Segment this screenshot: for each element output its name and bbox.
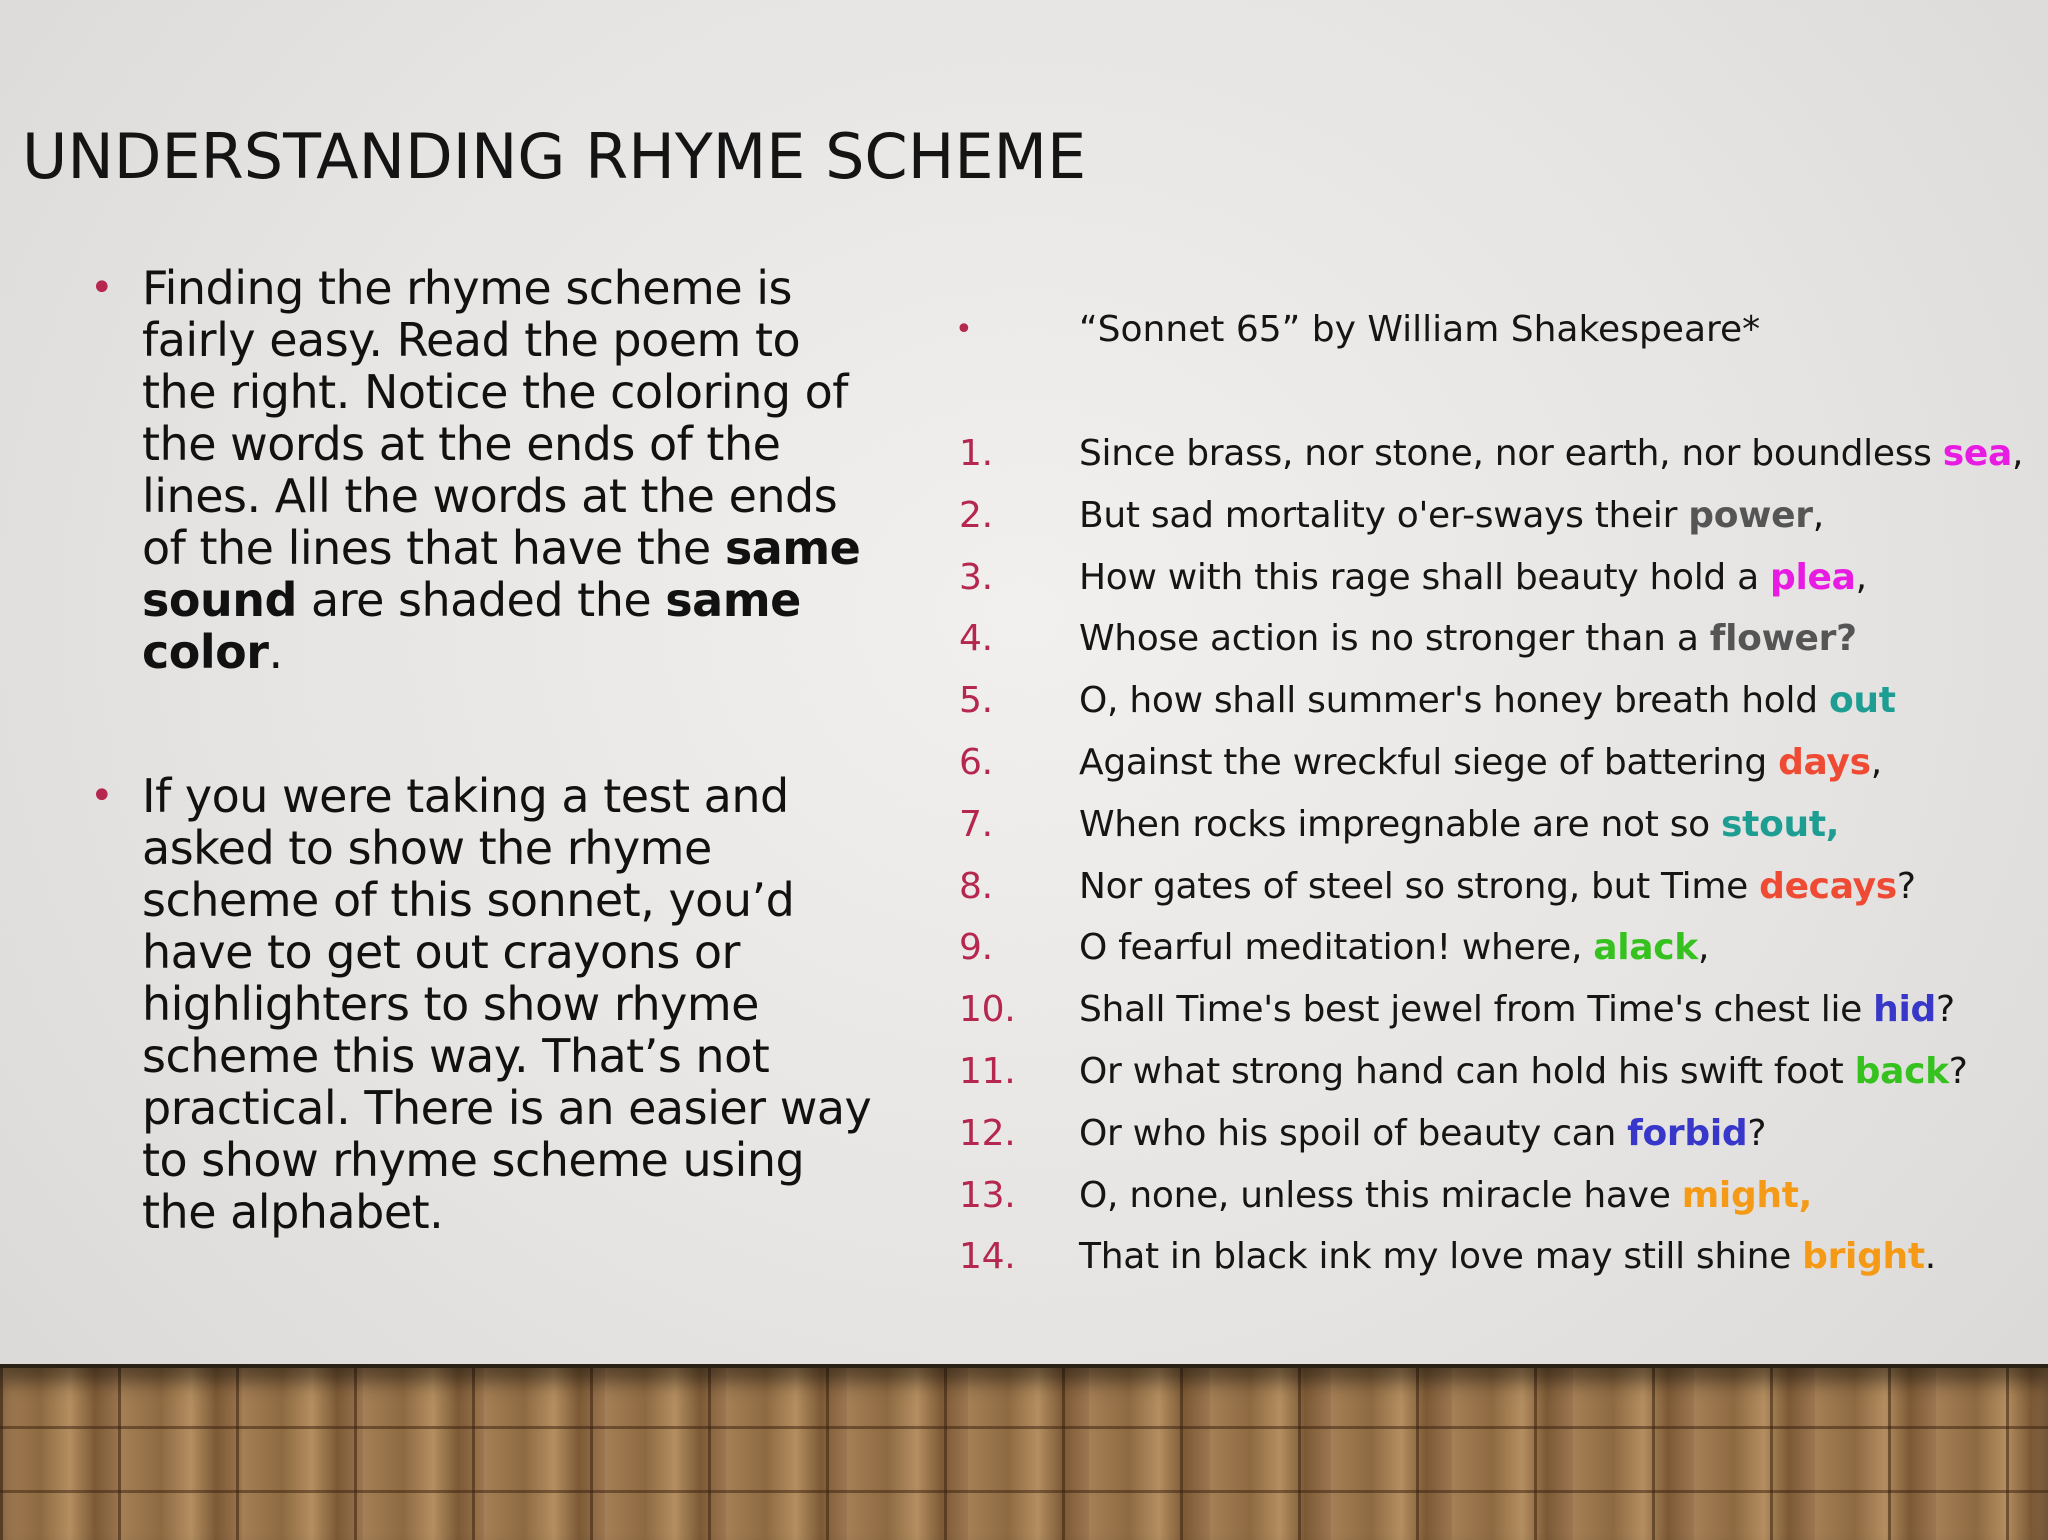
line-number: 10. xyxy=(959,989,1016,1031)
line-number: 5. xyxy=(959,680,993,722)
line-punctuation: ? xyxy=(1896,865,1916,907)
bullet-1-text-end: . xyxy=(268,625,283,679)
line-punctuation: ? xyxy=(1747,1112,1767,1154)
line-number: 13. xyxy=(959,1174,1016,1216)
line-text xyxy=(1079,1110,1766,1158)
line-body: Nor gates of steel so strong, but Time xyxy=(1079,865,1760,907)
bullet-1-text-start: Finding the rhyme scheme is fairly easy. Read the poem to the right. Notice the coloring of the words at the ends of the lines. All the words at the ends of the lines that have the xyxy=(142,261,849,575)
line-number: 8. xyxy=(959,865,993,907)
line-body: Whose action is no stronger than a xyxy=(1079,618,1710,660)
bold-same-color: same color xyxy=(142,573,801,679)
rhyme-word: decays xyxy=(1759,865,1897,907)
rhyme-word: might, xyxy=(1681,1174,1813,1216)
line-number: 9. xyxy=(959,927,993,969)
line-text xyxy=(1079,1233,1936,1281)
line-number: 2. xyxy=(959,494,993,536)
bullet-dot-icon: • xyxy=(90,265,114,311)
explanation-bullet-1 xyxy=(90,262,880,678)
bullet-dot-icon: • xyxy=(955,312,973,347)
line-body: O, none, unless this miracle have xyxy=(1079,1174,1682,1216)
bullet-2-text: If you were taking a test and asked to show the rhyme scheme of this sonnet, you’d have to get out crayons or highlighters to show rhyme scheme this way. That’s not practical. There is an easier way to show rhyme scheme using the alphabet. xyxy=(142,769,872,1239)
rhyme-word: out xyxy=(1828,680,1896,722)
rhyme-word: stout, xyxy=(1721,803,1840,845)
line-number: 11. xyxy=(959,1050,1016,1092)
bold-same-sound: same sound xyxy=(142,521,861,627)
line-body: Or who his spoil of beauty can xyxy=(1079,1112,1628,1154)
line-text xyxy=(1079,1048,1968,1096)
rhyme-word: back xyxy=(1854,1050,1949,1092)
line-punctuation: ? xyxy=(1936,989,1955,1031)
floor-seam xyxy=(0,1490,2048,1493)
line-text xyxy=(1079,924,1709,972)
line-number: 3. xyxy=(959,556,993,598)
line-text xyxy=(1079,615,1857,663)
line-text xyxy=(1079,1172,1812,1220)
line-number: 12. xyxy=(959,1112,1016,1154)
line-body: O, how shall summer's honey breath hold xyxy=(1079,680,1829,722)
line-punctuation: , xyxy=(2012,433,2024,474)
line-body: But sad mortality o'er-sways their xyxy=(1079,494,1689,536)
line-punctuation: ? xyxy=(1948,1050,1968,1092)
line-body: When rocks impregnable are not so xyxy=(1079,803,1722,845)
line-text xyxy=(1079,554,1867,602)
line-text xyxy=(1079,492,1824,540)
rhyme-word: flower? xyxy=(1709,618,1857,660)
explanation-bullet-2 xyxy=(90,770,880,1238)
line-punctuation: , xyxy=(1870,741,1882,783)
rhyme-word: sea xyxy=(1942,433,2013,474)
bullet-dot-icon: • xyxy=(90,773,114,819)
line-number: 14. xyxy=(959,1236,1016,1278)
line-body: Shall Time's best jewel from Time's chest lie xyxy=(1079,989,1874,1031)
line-text xyxy=(1079,430,2023,478)
line-body: That in black ink my love may still shine xyxy=(1079,1236,1803,1278)
line-body: How with this rage shall beauty hold a xyxy=(1079,556,1771,598)
line-text xyxy=(1079,801,1839,849)
rhyme-word: forbid xyxy=(1627,1112,1748,1154)
poem-title: “Sonnet 65” by William Shakespeare* xyxy=(1079,309,1761,350)
floor-seam xyxy=(0,1426,2048,1429)
line-body: Against the wreckful siege of battering xyxy=(1079,741,1779,783)
line-punctuation: , xyxy=(1812,494,1824,536)
slide-title: UNDERSTANDING RHYME SCHEME xyxy=(22,120,1087,193)
line-body: O fearful meditation! where, xyxy=(1079,927,1594,969)
line-number: 6. xyxy=(959,741,993,783)
line-body: Since brass, nor stone, nor earth, nor boundless xyxy=(1079,433,1943,474)
rhyme-word: power xyxy=(1688,494,1813,536)
line-text xyxy=(1079,986,1955,1034)
line-number: 7. xyxy=(959,803,993,845)
rhyme-word: days xyxy=(1778,741,1871,783)
line-number: 1. xyxy=(959,433,993,474)
line-text xyxy=(1079,739,1882,787)
rhyme-word: plea xyxy=(1770,556,1856,598)
explanation-column xyxy=(90,262,880,1238)
line-number: 4. xyxy=(959,618,993,660)
line-body: Or what strong hand can hold his swift foot xyxy=(1079,1050,1855,1092)
rhyme-word: hid xyxy=(1873,989,1937,1031)
line-punctuation: , xyxy=(1697,927,1710,969)
wood-floor-image xyxy=(0,1364,2048,1540)
line-punctuation: . xyxy=(1924,1236,1936,1278)
bullet-1-text-middle: are shaded the xyxy=(296,573,666,627)
line-text xyxy=(1079,863,1916,911)
line-punctuation: , xyxy=(1855,556,1867,598)
line-text xyxy=(1079,677,1896,725)
rhyme-word: alack xyxy=(1593,927,1698,969)
rhyme-word: bright xyxy=(1802,1236,1925,1278)
